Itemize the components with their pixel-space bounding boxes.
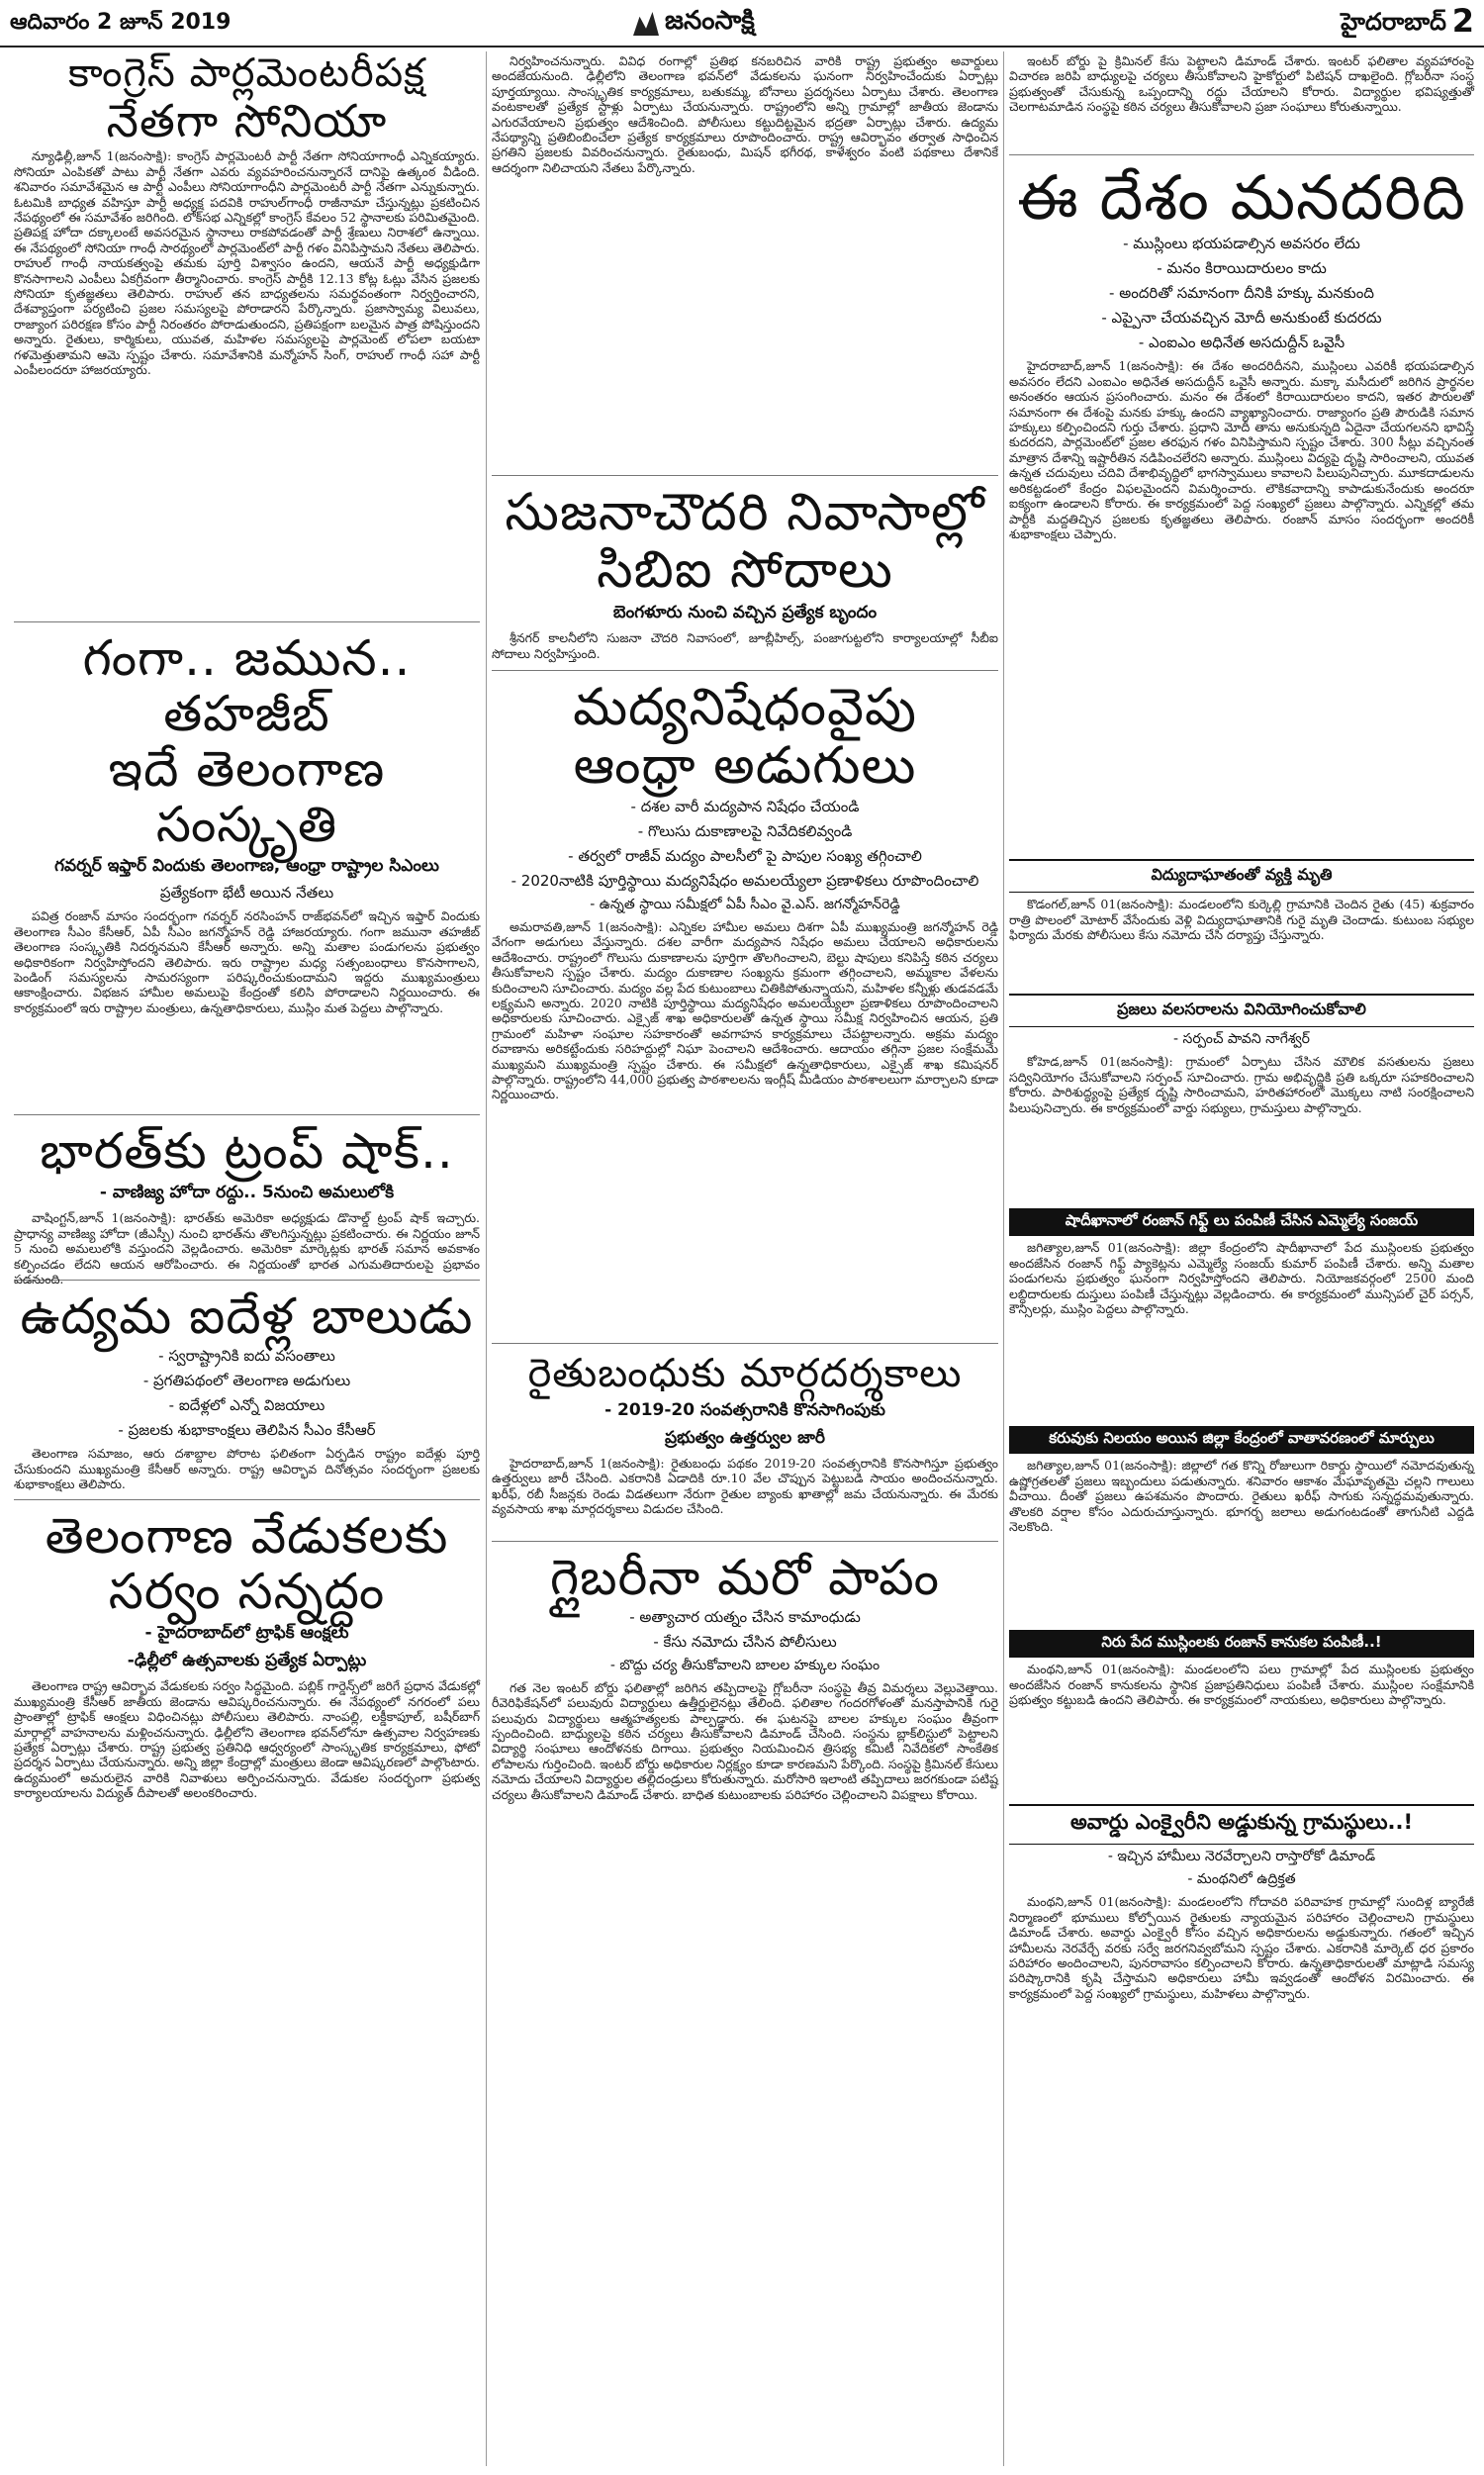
headline: ప్రజలు వలసరాలను వినియోగించుకోవాలి [1009, 994, 1474, 1027]
subheadline: గవర్నర్ ఇఫ్తార్ విందుకు తెలంగాణ, ఆంధ్రా రాష్ట్రాల సిఎంలు [54, 856, 439, 877]
subheadline: - వాణిజ్య హోదా రద్దు.. 5నుంచి అమలులోకి [99, 1183, 395, 1203]
article-body: మంథని,జూన్ 01(జనంసాక్షి): మండలంలోని గోదావరి పరివాహక గ్రామాల్లో సుందిళ్ల బ్యారేజీ నిర్మాణంలో భూములు కోల్పోయిన రైతులకు న్యాయమైన పరిహారం చెల్లించాలని గ్రామస్థులు డిమాండ్ చేశారు. అవార్డు ఎంక్వైరీ కోసం వచ్చిన అధికారులను అడ్డుకున్నారు. గతంలో ఇచ్చిన హామీలను నెరవేర్చే వరకు సర్వే జరగనివ్వబోమని స్పష్టం చేశారు. ఎకరానికి మార్కెట్ ధర ప్రకారం పరిహారం అందించాలని, పునరావాసం కల్పించాలని కోరారు. ఉన్నతాధికారులతో మాట్లాడి సమస్య పరిష్కారానికి కృషి చేస్తామని అధికారులు హామీ ఇవ్వడంతో ఆందోళన విరమించారు. ఈ కార్యక్రమంలో పెద్ద సంఖ్యలో గ్రామస్థులు, మహిళలు పాల్గొన్నారు. [1009, 1894, 1474, 2001]
page-number: 2 [1451, 2, 1474, 40]
logo-text: జనంసాక్షి [665, 6, 755, 36]
headline: ఈ దేశం మనదరిది [1017, 161, 1466, 234]
headline: మద్యనిషేధంవైపు [573, 678, 917, 738]
subheadline: బెంగళూరు నుంచి వచ్చిన ప్రత్యేక బృందం [612, 603, 878, 623]
article-niru [1009, 1630, 1474, 1798]
headline-banner: నిరు పేద ముస్లింలకు రంజాన్ కానుకల పంపిణీ..! [1009, 1630, 1474, 1658]
deck: - అత్యాచార యత్నం చేసిన కామాంధుడు [629, 1607, 861, 1626]
article-udyama [14, 1288, 480, 1491]
deck: - అందరితో సమానంగా దీనికి హక్కు మనకుంది [1109, 284, 1374, 303]
divider [14, 1499, 480, 1500]
headline: ఉద్యమ ఐదేళ్ల బాలుడు [20, 1287, 474, 1346]
deck: - 2020నాటికి పూర్తిస్థాయి మద్యనిషేధం అమలయ్యేలా ప్రణాళికలు రూపొందించాలి [510, 871, 979, 890]
masthead-logo [633, 6, 755, 42]
article-body: శ్రీనగర్ కాలనీలోని సుజనా చౌదరి నివాసంలో, జూబ్లీహిల్స్, పంజాగుట్టలోని కార్యాలయాల్లో సీబీఐ సోదాలు నిర్వహిస్తుంది. [492, 630, 998, 661]
article-madya [492, 679, 998, 1334]
edition-city: హైదరాబాద్ [1341, 8, 1446, 36]
article-awards [1009, 1804, 1474, 2092]
column-divider [1003, 51, 1004, 2466]
deck: - ముస్లింలు భయపడాల్సిన అవసరం లేదు [1123, 235, 1360, 253]
deck: - తర్వలో రాజీవ్ మద్యం పాలసీలో పై పాపుల సంఖ్య తగ్గించాలి [568, 846, 922, 865]
column-right [1009, 51, 1474, 2466]
byline: - సర్పంచ్ పావని నాగేశ్వర్ [1173, 1031, 1310, 1048]
divider [14, 1280, 480, 1281]
byline: - ఉన్నత స్థాయి సమీక్షలో ఏపీ సీఎం వై.ఎస్. జగన్మోహన్‌రెడ్డి [590, 896, 900, 912]
article-sujana [492, 484, 998, 662]
article-body: మంథని,జూన్ 01(జనంసాక్షి): మండలంలోని పలు గ్రామాల్లో పేద ముస్లింలకు ప్రభుత్వం అందజేసిన రంజాన్ కానుకలను స్థానిక ప్రజాప్రతినిధులు పంపిణీ చేశారు. ముస్లింల సంక్షేమానికి ప్రభుత్వం కట్టుబడి ఉందని తెలిపారు. ఈ కార్యక్రమంలో నాయకులు, అధికారులు పాల్గొన్నారు. [1009, 1662, 1474, 1708]
divider [492, 1541, 998, 1542]
article-body: తెలంగాణ రాష్ట్ర ఆవిర్భావ వేడుకలకు సర్వం సిద్ధమైంది. పబ్లిక్ గార్డెన్స్‌లో జరిగే ప్రధాన వేడుకల్లో ముఖ్యమంత్రి కేసీఆర్ జాతీయ జెండాను ఆవిష్కరించనున్నారు. ఈ నేపథ్యంలో నగరంలో పలు ప్రాంతాల్లో ట్రాఫిక్ ఆంక్షలు విధించినట్లు పోలీసులు తెలిపారు. నాంపల్లి, లక్డీకాపూల్, బషీర్‌బాగ్ మార్గాల్లో వాహనాలను మళ్లించనున్నారు. ఢిల్లీలోని తెలంగాణ భవన్‌లోనూ ఉత్సవాల నిర్వహణకు ప్రత్యేక ఏర్పాట్లు చేశారు. రాష్ట్ర ప్రభుత్వ ప్రతినిధి ఆధ్వర్యంలో సాంస్కృతిక కార్యక్రమాలు, ఫోటో ప్రదర్శన ఏర్పాటు చేయనున్నారు. అన్ని జిల్లా కేంద్రాల్లో మంత్రులు జెండా ఆవిష్కరణలో పాల్గొంటారు. ఉద్యమంలో అమరులైన వారికి నివాళులు అర్పించనున్నారు. వేడుకల సందర్భంగా ప్రభుత్వ కార్యాలయాలను విద్యుత్ దీపాలతో అలంకరించారు. [14, 1678, 480, 1801]
headline: గంగా.. జమున.. తహజీబ్ [82, 629, 412, 743]
headline-banner: షాదీఖానాలో రంజాన్ గిఫ్ట్ లు పంపిణీ చేసిన ఎమ్మెల్యే సంజయ్ [1009, 1208, 1474, 1236]
article-body: పవిత్ర రంజాన్ మాసం సందర్భంగా గవర్నర్ నరసింహన్ రాజ్‌భవన్‌లో ఇచ్చిన ఇఫ్తార్ విందుకు తెలంగాణ సీఎం కేసీఆర్, ఏపీ సీఎం జగన్మోహన్ రెడ్డి హాజరయ్యారు. గంగా జమునా తహజీబ్ తెలంగాణ సంస్కృతికి నిదర్శనమని కేసీఆర్ అన్నారు. అన్ని మతాల పండుగలను ప్రభుత్వం అధికారికంగా నిర్వహిస్తోందని తెలిపారు. ఇరు రాష్ట్రాల మధ్య సత్సంబంధాలు కొనసాగాలని, పెండింగ్ సమస్యలను సామరస్యంగా పరిష్కరించుకుందామని ఇద్దరు ముఖ్యమంత్రులు ఆకాంక్షించారు. విభజన హామీల అమలుపై కేంద్రంతో కలిసి పోరాడాలని నిర్ణయించారు. ఈ కార్యక్రమంలో ఇరు రాష్ట్రాల మంత్రులు, ఉన్నతాధికారులు, ముస్లిం మత పెద్దలు పాల్గొన్నారు. [14, 908, 480, 1015]
article-body: కోహెడ,జూన్ 01(జనంసాక్షి): గ్రామంలో ఏర్పాటు చేసిన మౌలిక వసతులను ప్రజలు సద్వినియోగం చేసుకోవాలని సర్పంచ్ సూచించారు. గ్రామ అభివృద్ధికి ప్రతి ఒక్కరూ సహకరించాలని కోరారు. పారిశుద్ధ్యంపై ప్రత్యేక దృష్టి సారించామని, హరితహారంలో మొక్కలు నాటి సంరక్షించాలని పిలుపునిచ్చారు. ఈ కార్యక్రమంలో వార్డు సభ్యులు, గ్రామస్తులు పాల్గొన్నారు. [1009, 1054, 1474, 1115]
byline: - మంథనిలో ఉద్రిక్తత [1187, 1871, 1296, 1888]
divider [492, 475, 998, 476]
article-desam [1009, 163, 1474, 853]
headline: సిబిఐ సోదాలు [597, 540, 893, 601]
divider [14, 1114, 480, 1115]
article-trump [14, 1122, 480, 1286]
article-body: జగిత్యాల,జూన్ 01(జనంసాక్షి): జిల్లా కేంద్రంలోని షాదీఖానాలో పేద ముస్లింలకు ప్రభుత్వం అందజేసిన రంజాన్ గిఫ్ట్ ప్యాకెట్లను ఎమ్మెల్యే సంజయ్ కుమార్ పంపిణీ చేశారు. అన్ని మతాల పండుగలను ప్రభుత్వం ఘనంగా నిర్వహిస్తోందని తెలిపారు. నియోజకవర్గంలో 2500 మంది లబ్ధిదారులకు దుస్తులు పంపిణీ చేస్తున్నట్లు వెల్లడించారు. ఈ కార్యక్రమంలో మున్సిపల్ చైర్ పర్సన్, కౌన్సిలర్లు, ముస్లిం పెద్దలు పాల్గొన్నారు. [1009, 1240, 1474, 1317]
article-ganga [14, 630, 480, 1106]
headline: నేతగా సోనియా [106, 93, 388, 147]
issue-date: ఆదివారం 2 జూన్ 2019 [10, 10, 232, 35]
headline: విద్యుదాఘాతంతో వ్యక్తి మృతి [1009, 859, 1474, 893]
article-glyburine [492, 1550, 998, 1977]
divider [492, 1343, 998, 1344]
article-body: జగిత్యాల,జూన్ 01(జనంసాక్షి): జిల్లాలో గత కొన్ని రోజులుగా రికార్డు స్థాయిలో నమోదవుతున్న ఉష్ణోగ్రతలతో ప్రజలు ఇబ్బందులు పడుతున్నారు. శనివారం ఆకాశం మేఘావృతమై చల్లని గాలులు వీచాయి. దీంతో ప్రజలు ఉపశమనం పొందారు. రైతులు ఖరీఫ్ సాగుకు సన్నద్ధమవుతున్నారు. తొలకరి వర్షాల కోసం ఎదురుచూస్తున్నారు. భూగర్భ జలాలు అడుగంటడంతో తాగునీటి ఎద్దడి నెలకొంది. [1009, 1458, 1474, 1535]
subheadline: - 2019-20 సంవత్సరానికి కొనసాగింపుకు [604, 1399, 885, 1420]
article-praja [1009, 994, 1474, 1202]
column-divider [486, 51, 487, 2466]
deck: - ప్రజలకు శుభాకాంక్షలు తెలిపిన సీఎం కేసీఆర్ [118, 1421, 376, 1440]
divider [14, 621, 480, 622]
article-vedukalu [14, 1508, 480, 1926]
subheadline: -ఢిల్లీలో ఉత్సవాలకు ప్రత్యేక ఏర్పాట్లు [127, 1651, 367, 1671]
deck: - స్వరాష్ట్రానికి ఐదు వసంతాలు [158, 1347, 335, 1366]
deck: - గొలుసు దుకాణాలపై నివేదికలివ్వండి [637, 821, 853, 840]
headline-banner: కరువుకు నిలయం అయిన జిల్లా కేంద్రంలో వాతావరణంలో మార్పులు [1009, 1426, 1474, 1454]
article-body: తెలంగాణ సమాజం, ఆరు దశాబ్దాల పోరాట ఫలితంగా ఏర్పడిన రాష్ట్రం ఐదేళ్లు పూర్తి చేసుకుందని ముఖ్యమంత్రి కేసీఆర్ అన్నారు. రాష్ట్ర ఆవిర్భావ దినోత్సవం సందర్భంగా ప్రజలకు శుభాకాంక్షలు తెలిపారు. [14, 1446, 480, 1492]
deck: - ఎప్పైనా చేయవచ్చిన మోదీ అనుకుంటే కుదరదు [1101, 309, 1382, 328]
byline: - బొద్దు చర్య తీసుకోవాలని బాలల హక్కుల సంఘం [609, 1657, 881, 1673]
article-body-continued: నిర్వహించనున్నారు. వివిధ రంగాల్లో ప్రతిభ కనబరిచిన వారికి రాష్ట్ర ప్రభుత్వం అవార్డులు అందజేయనుంది. ఢిల్లీలోని తెలంగాణ భవన్‌లో వేడుకలను ఘనంగా నిర్వహించేందుకు ఏర్పాట్లు పూర్తయ్యాయి. సాంస్కృతిక కార్యక్రమాలు, బతుకమ్మ, బోనాలు ప్రదర్శనలు ఏర్పాటు చేశారు. తెలంగాణ వంటకాలతో ప్రత్యేక స్టాళ్లు ఏర్పాటు చేయనున్నారు. రాష్ట్రంలోని అన్ని గ్రామాల్లో జాతీయ జెండాను ఎగురవేయాలని ప్రభుత్వం ఆదేశించింది. పోలీసులు కట్టుదిట్టమైన భద్రతా ఏర్పాట్లు చేశారు. ఉద్యమ నేపథ్యాన్ని ప్రతిబింబించేలా ప్రత్యేక కార్యక్రమాలు రూపొందించారు. రాష్ట్ర ఆవిర్భావం తర్వాత సాధించిన ప్రగతిని ప్రజలకు వివరించనున్నారు. రైతుబంధు, మిషన్ భగీరథ, కాళేశ్వరం వంటి పథకాలు దేశానికే ఆదర్శంగా నిలిచాయని నేతలు పేర్కొన్నారు. [492, 53, 998, 175]
headline: ఇదే తెలంగాణ సంస్కృతి [108, 740, 386, 854]
deck: - కేసు నమోదు చేసిన పోలీసులు [653, 1632, 837, 1651]
headline: గ్లైబరీనా మరో పాపం [550, 1548, 940, 1606]
page-header [0, 0, 1484, 48]
headline: సర్వం సన్నద్ధం [108, 1563, 386, 1621]
article-ramzan [1009, 1208, 1474, 1420]
subheadline: - హైదరాబాద్‌లో ట్రాఫిక్ ఆంక్షలు [144, 1623, 349, 1644]
article-body-continued: ఇంటర్ బోర్డు పై క్రిమినల్ కేసు పెట్టాలని డిమాండ్ చేశారు. ఇంటర్ ఫలితాల వ్యవహారంపై విచారణ జరిపి బాధ్యులపై చర్యలు తీసుకోవాలని హైకోర్టులో పిటిషన్ దాఖలైంది. గ్లోబరీనా సంస్థ ప్రభుత్వంతో చేసుకున్న ఒప్పందాన్ని రద్దు చేయాలని కోరారు. విద్యార్థుల భవిష్యత్తుతో చెలగాటమాడిన సంస్థపై కఠిన చర్యలు తీసుకోవాలని ప్రజా సంఘాలు కోరుతున్నాయి. [1009, 53, 1474, 115]
article-body: న్యూఢిల్లీ,జూన్ 1(జనంసాక్షి): కాంగ్రెస్ పార్లమెంటరీ పార్టీ నేతగా సోనియాగాంధీ ఎన్నికయ్యారు. సోనియా ఎంపికతో పాటు పార్టీ నేతగా ఎవరు వ్యవహరించనున్నారనే దానిపై ఉత్కంఠ వీడింది. శనివారం సమావేశమైన ఆ పార్టీ ఎంపీలు సోనియాగాంధీని పార్లమెంటరీ పార్టీ నేతగా ఎన్నుకున్నారు. ఓటమికి బాధ్యత వహిస్తూ పార్టీ అధ్యక్ష పదవికి రాహుల్‌గాంధీ రాజీనామా చేస్తున్నట్లు ప్రకటించిన నేపథ్యంలో ఈ సమావేశం జరిగింది. లోక్‌సభ ఎన్నికల్లో కాంగ్రెస్ కేవలం 52 స్థానాలకు పరిమితమైంది. ప్రతిపక్ష హోదా దక్కాలంటే అవసరమైన స్థానాలు రాకపోవడంతో పార్టీ శ్రేణులు నిరాశలో ఉన్నాయి. ఈ నేపథ్యంలో సోనియా గాంధీ సారథ్యంలో పార్లమెంట్‌లో పార్టీ గళం వినిపిస్తామని నేతలు తెలిపారు. రాహుల్ గాంధీ నాయకత్వంపై తమకు పూర్తి విశ్వాసం ఉందని, ఆయనే పార్టీ అధ్యక్షుడిగా కొనసాగాలని ఎంపీలు ఏకగ్రీవంగా తీర్మానించారు. కాంగ్రెస్ పార్టీకి 12.13 కోట్ల ఓట్లు వేసిన ప్రజలకు సోనియా కృతజ్ఞతలు తెలిపారు. రాహుల్ తన బాధ్యతలను సమర్థవంతంగా నిర్వర్తించారని, దేశవ్యాప్తంగా పర్యటించి ప్రజల సమస్యలపై పోరాడారని పేర్కొన్నారు. ప్రజాస్వామ్య విలువలు, రాజ్యాంగ పరిరక్షణ కోసం పార్టీ నిరంతరం పోరాడుతుందని, ప్రతిపక్షంగా బలమైన పాత్ర పోషిస్తుందని అన్నారు. రైతులు, కార్మికులు, యువత, మహిళల సమస్యలపై పార్లమెంట్ లోపలా బయటా గళమెత్తుతామని ఆమె స్పష్టం చేశారు. సమావేశానికి మన్మోహన్ సింగ్, రాహుల్ గాంధీ సహా పార్టీ ఎంపీలందరూ హాజరయ్యారు. [14, 148, 480, 377]
headline: సుజనాచౌదరి నివాసాల్లో [505, 483, 985, 542]
deck: - ఎంఐఎం అధినేత అసదుద్దీన్ ఒవైసీ [1138, 333, 1345, 352]
headline: ఆంధ్రా అడుగులు [573, 735, 917, 796]
article-body: హైదరాబాద్,జూన్ 1(జనంసాక్షి): ఈ దేశం అందరిదీనని, ముస్లింలు ఎవరికీ భయపడాల్సిన అవసరం లేదని ఎంఐఎం అధినేత అసదుద్దీన్ ఒవైసీ అన్నారు. మక్కా మసీదులో జరిగిన ప్రార్థనల అనంతరం ఆయన ప్రసంగించారు. మనం ఈ దేశంలో కిరాయిదారులం కాదని, ఇతర పౌరులతో సమానంగా ఈ దేశంపై మనకు హక్కు ఉందని వ్యాఖ్యానించారు. రాజ్యాంగం ప్రతి పౌరుడికి సమాన హక్కులు కల్పించిందని గుర్తు చేశారు. ప్రధాని మోదీ తాను అనుకున్నది ఏదైనా చేయగలనని భావిస్తే కుదరదని, పార్లమెంట్‌లో ప్రజల తరఫున గళం వినిపిస్తామని స్పష్టం చేశారు. 300 సీట్లు వచ్చినంత మాత్రాన దేశాన్ని ఇష్టారీతిన నడిపించలేరని అన్నారు. ముస్లింలు విద్యపై దృష్టి సారించాలని, యువత ఉన్నత చదువులు చదివి దేశాభివృద్ధిలో భాగస్వాములు కావాలని పిలుపునిచ్చారు. మూకదాడులను అరికట్టడంలో కేంద్రం విఫలమైందని విమర్శించారు. లౌకికవాదాన్ని కాపాడుకునేందుకు అందరూ ఐక్యంగా ఉండాలని కోరారు. ఈ కార్యక్రమంలో పెద్ద సంఖ్యలో ప్రజలు పాల్గొన్నారు. ఎన్నికల్లో తమ పార్టీకి మద్దతిచ్చిన ప్రజలకు కృతజ్ఞతలు తెలిపారు. రంజాన్ మాసం సందర్భంగా అందరికీ శుభాకాంక్షలు చెప్పారు. [1009, 358, 1474, 541]
logo-icon [633, 12, 659, 36]
headline: తెలంగాణ వేడుకలకు [45, 1507, 449, 1566]
byline: - ఇచ్చిన హామీలు నెరవేర్చాలని రాస్తారోకో డిమాండ్ [1107, 1849, 1376, 1865]
article-congress [14, 51, 480, 614]
divider [492, 670, 998, 671]
headline: అవార్డు ఎంక్వైరీని అడ్డుకున్న గ్రామస్థులు..! [1009, 1804, 1474, 1845]
article-body: అమరావతి,జూన్ 1(జనంసాక్షి): ఎన్నికల హామీల అమలు దిశగా ఏపీ ముఖ్యమంత్రి జగన్మోహన్ రెడ్డి వేగంగా అడుగులు వేస్తున్నారు. దశల వారీగా మద్యపాన నిషేధం అమలు చేయాలని అధికారులను ఆదేశించారు. రాష్ట్రంలో గొలుసు దుకాణాలను పూర్తిగా తొలగించాలని, బెల్టు షాపులు కనిపిస్తే కఠిన చర్యలు తీసుకోవాలని స్పష్టం చేశారు. మద్యం దుకాణాల సంఖ్యను క్రమంగా తగ్గించాలని, అమ్మకాల వేళలను కుదించాలని సూచించారు. మద్యం వల్ల పేద కుటుంబాలు చితికిపోతున్నాయని, మహిళల కన్నీళ్లు తుడవడమే లక్ష్యమని అన్నారు. 2020 నాటికి పూర్తిస్థాయి మద్యనిషేధం అమలయ్యేలా ప్రణాళికలు రూపొందించాలని అధికారులకు సూచించారు. ఎక్సైజ్ శాఖ అధికారులతో ఉన్నత స్థాయి సమీక్ష నిర్వహించిన ఆయన, ప్రతి గ్రామంలో మహిళా సంఘాల సహకారంతో అవగాహన కార్యక్రమాలు చేపట్టాలన్నారు. అక్రమ మద్యం రవాణాను అరికట్టేందుకు సరిహద్దుల్లో నిఘా పెంచాలని ఆదేశించారు. ఆదాయం తగ్గినా ప్రజల సంక్షేమమే ముఖ్యమని ముఖ్యమంత్రి స్పష్టం చేశారు. ఈ సమీక్షలో ఉన్నతాధికారులు, ఎక్సైజ్ శాఖ కమిషనర్ పాల్గొన్నారు. రాష్ట్రంలోని 44,000 ప్రభుత్వ పాఠశాలలను ఇంగ్లీష్ మీడియం పాఠశాలలుగా మార్చాలని కూడా నిర్ణయించారు. [492, 918, 998, 1102]
article-karuvu [1009, 1426, 1474, 1624]
deck: - దశల వారీ మద్యపాన నిషేధం చేయండి [630, 797, 860, 815]
article-body: వాషింగ్టన్,జూన్ 1(జనంసాక్షి): భారత్‌కు అమెరికా అధ్యక్షుడు డొనాల్డ్ ట్రంప్ షాక్ ఇచ్చారు. ప్రాధాన్య వాణిజ్య హోదా (జీఎస్పీ) నుంచి భారత్‌ను తొలగిస్తున్నట్లు ప్రకటించారు. ఈ నిర్ణయం జూన్ 5 నుంచి అమలులోకి వస్తుందని వెల్లడించారు. అమెరికా మార్కెట్లకు భారత్ సమాన అవకాశం కల్పించడం లేదని ఆయన ఆరోపించారు. ఈ నిర్ణయంతో భారత ఎగుమతిదారులపై ప్రభావం పడనుంది. [14, 1210, 480, 1286]
deck: ప్రత్యేకంగా భేటీ అయిన నేతలు [159, 884, 334, 903]
article-body: గత నెల ఇంటర్ బోర్డు ఫలితాల్లో జరిగిన తప్పిదాలపై గ్లోబరీనా సంస్థపై తీవ్ర విమర్శలు వెల్లువెత్తాయి. రీవెరిఫికేషన్‌లో పలువురు విద్యార్థులు ఉత్తీర్ణులైనట్లు తేలింది. ఫలితాల గందరగోళంతో మనస్తాపానికి గురై పలువురు విద్యార్థులు ఆత్మహత్యలకు పాల్పడ్డారు. ఈ ఘటనపై బాలల హక్కుల సంఘం తీవ్రంగా స్పందించింది. బాధ్యులపై కఠిన చర్యలు తీసుకోవాలని డిమాండ్ చేసింది. సంస్థను బ్లాక్‌లిస్టులో పెట్టాలని విద్యార్థి సంఘాలు ఆందోళనకు దిగాయి. ప్రభుత్వం నియమించిన త్రిసభ్య కమిటీ నివేదికలో సాంకేతిక లోపాలను గుర్తించింది. ఇంటర్ బోర్డు అధికారుల నిర్లక్ష్యం కూడా కారణమని పేర్కొంది. సంస్థపై క్రిమినల్ కేసులు నమోదు చేయాలని విద్యార్థుల తల్లిదండ్రులు కోరుతున్నారు. మరోసారి ఇలాంటి తప్పిదాలు జరగకుండా పటిష్ట చర్యలు తీసుకోవాలని డిమాండ్ చేశారు. బాధిత కుటుంబాలకు పరిహారం చెల్లించాలని విపక్షాలు కోరాయి. [492, 1679, 998, 1802]
column-middle [492, 51, 998, 2466]
deck: - ఐదేళ్లలో ఎన్నో విజయాలు [168, 1396, 325, 1415]
headline: రైతుబంధుకు మార్గదర్శకాలు [527, 1350, 963, 1396]
divider [1009, 154, 1474, 155]
article-body: హైదరాబాద్,జూన్ 1(జనంసాక్షి): రైతుబంధు పథకం 2019-20 సంవత్సరానికి కొనసాగిస్తూ ప్రభుత్వం ఉత్తర్వులు జారీ చేసింది. ఎకరానికి ఏడాదికి రూ.10 వేల చొప్పున పెట్టుబడి సాయం అందించనున్నారు. ఖరీఫ్, రబీ సీజన్లకు రెండు విడతలుగా నేరుగా రైతుల బ్యాంకు ఖాతాల్లో జమ చేయనున్నారు. ఈ మేరకు వ్యవసాయ శాఖ మార్గదర్శకాలు విడుదల చేసింది. [492, 1455, 998, 1516]
article-vidyut [1009, 859, 1474, 988]
deck: - మనం కిరాయిదారులం కాదు [1157, 259, 1327, 278]
headline: కాంగ్రెస్ పార్లమెంటరీపక్ష [67, 50, 426, 96]
headline: భారత్‌కు ట్రంప్ షాక్.. [40, 1122, 454, 1181]
article-raitubandhu [492, 1352, 998, 1533]
byline: ప్రభుత్వం ఉత్తర్వుల జారీ [665, 1427, 825, 1448]
deck: - ప్రగతిపథంలో తెలంగాణ అడుగులు [142, 1372, 351, 1390]
column-left [14, 51, 480, 2466]
article-body: కొడంగల్,జూన్ 01(జనంసాక్షి): మండలంలోని కుర్కెల్లి గ్రామానికి చెందిన రైతు (45) శుక్రవారం రాత్రి పొలంలో మోటార్ వేసేందుకు వెళ్లి విద్యుదాఘాతానికి గురై మృతి చెందాడు. కుటుంబ సభ్యుల ఫిర్యాదు మేరకు పోలీసులు కేసు నమోదు చేసి దర్యాప్తు చేస్తున్నారు. [1009, 897, 1474, 943]
